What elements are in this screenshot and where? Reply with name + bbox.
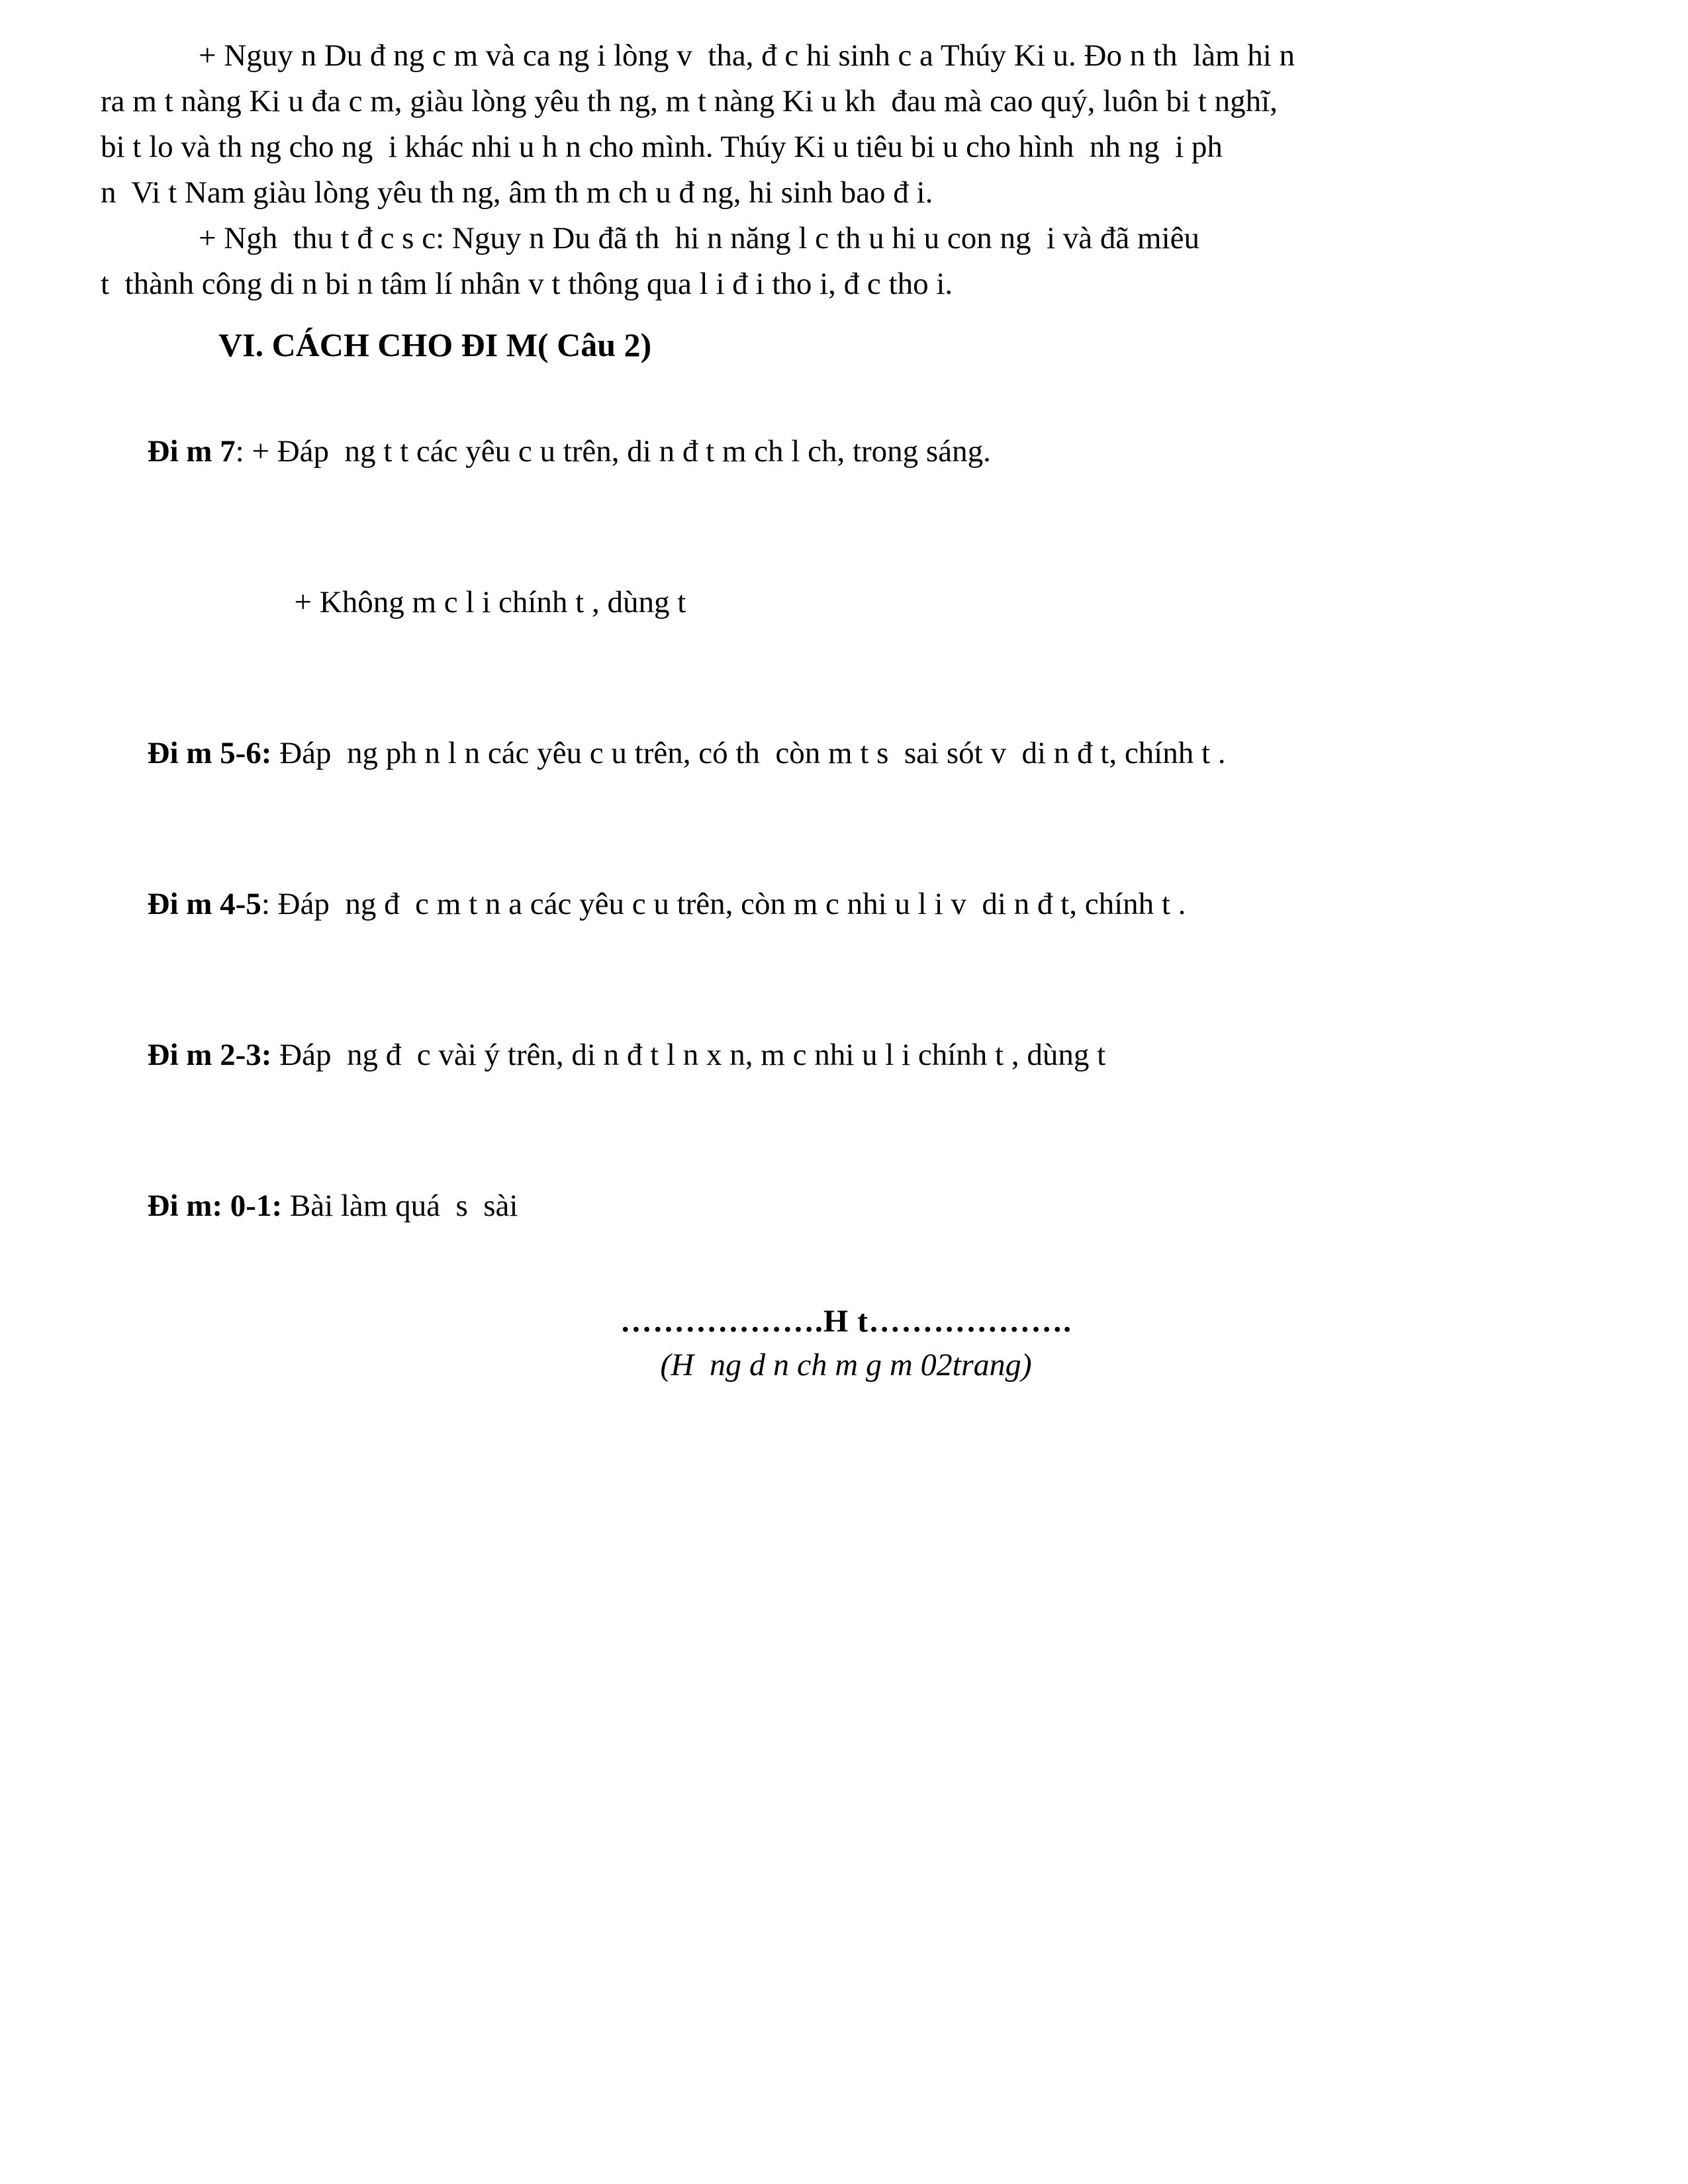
rubric-text: : Đáp ng đ c m t n a các yêu c u trên, còn m c nhi u l i v di n đ t, chính t . xyxy=(261,887,1186,921)
footer-note: (H ng d n ch m g m 02trang) xyxy=(660,1347,1032,1383)
paragraph-line: bi t lo và th ng cho ng i khác nhi u h n cho mình. Thúy Ki u tiêu bi u cho hình nh ng i ph xyxy=(101,130,1223,164)
paragraph-line: t thành công di n bi n tâm lí nhân v t thông qua l i đ i tho i, đ c tho i. xyxy=(101,267,953,301)
rubric-row-7-extra xyxy=(101,535,1591,670)
rubric-text: + Không m c l i chính t , dùng t xyxy=(294,585,686,619)
paragraph-line: + Ngh thu t đ c s c: Nguy n Du đã th hi n năng l c th u hi u con ng i và đã miêu xyxy=(199,221,1200,255)
paragraph-line: ra m t nàng Ki u đa c m, giàu lòng yêu th ng, m t nàng Ki u kh đau mà cao quý, luôn bi t nghĩ, xyxy=(101,84,1278,118)
rubric-row-4-5 xyxy=(101,837,1591,972)
section-heading: VI. CÁCH CHO ĐI M( Câu 2) xyxy=(218,326,652,363)
rubric-label: Đi m 7 xyxy=(147,434,236,469)
rubric-label: Đi m: 0-1: xyxy=(147,1189,283,1223)
paragraph-art xyxy=(101,216,1591,307)
rubric-row-5-6 xyxy=(101,686,1591,821)
rubric-label: Đi m 2-3: xyxy=(147,1038,272,1072)
rubric-text: Đáp ng đ c vài ý trên, di n đ t l n x n, m c nhi u l i chính t , dùng t xyxy=(271,1038,1106,1072)
rubric-row-0-1 xyxy=(101,1138,1591,1273)
rubric-text: : + Đáp ng t t các yêu c u trên, di n đ t m ch l ch, trong sáng. xyxy=(235,434,991,469)
paragraph-line: + Nguy n Du đ ng c m và ca ng i lòng v tha, đ c hi sinh c a Thúy Ki u. Đo n th làm hi n xyxy=(199,38,1295,73)
end-marker: ……………….H t………………. xyxy=(620,1304,1072,1339)
rubric-row-7 xyxy=(101,384,1591,519)
paragraph-content xyxy=(101,33,1591,216)
rubric-row-2-3 xyxy=(101,987,1591,1122)
rubric-label: Đi m 4-5 xyxy=(147,887,261,921)
text-column xyxy=(101,33,1591,1387)
rubric-label: Đi m 5-6: xyxy=(147,736,272,770)
paragraph-line: n Vi t Nam giàu lòng yêu th ng, âm th m ch u đ ng, hi sinh bao đ i. xyxy=(101,175,933,210)
rubric-text: Bài làm quá s sài xyxy=(282,1189,518,1223)
rubric-text: Đáp ng ph n l n các yêu c u trên, có th còn m t s sai sót v di n đ t, chính t . xyxy=(271,736,1226,770)
